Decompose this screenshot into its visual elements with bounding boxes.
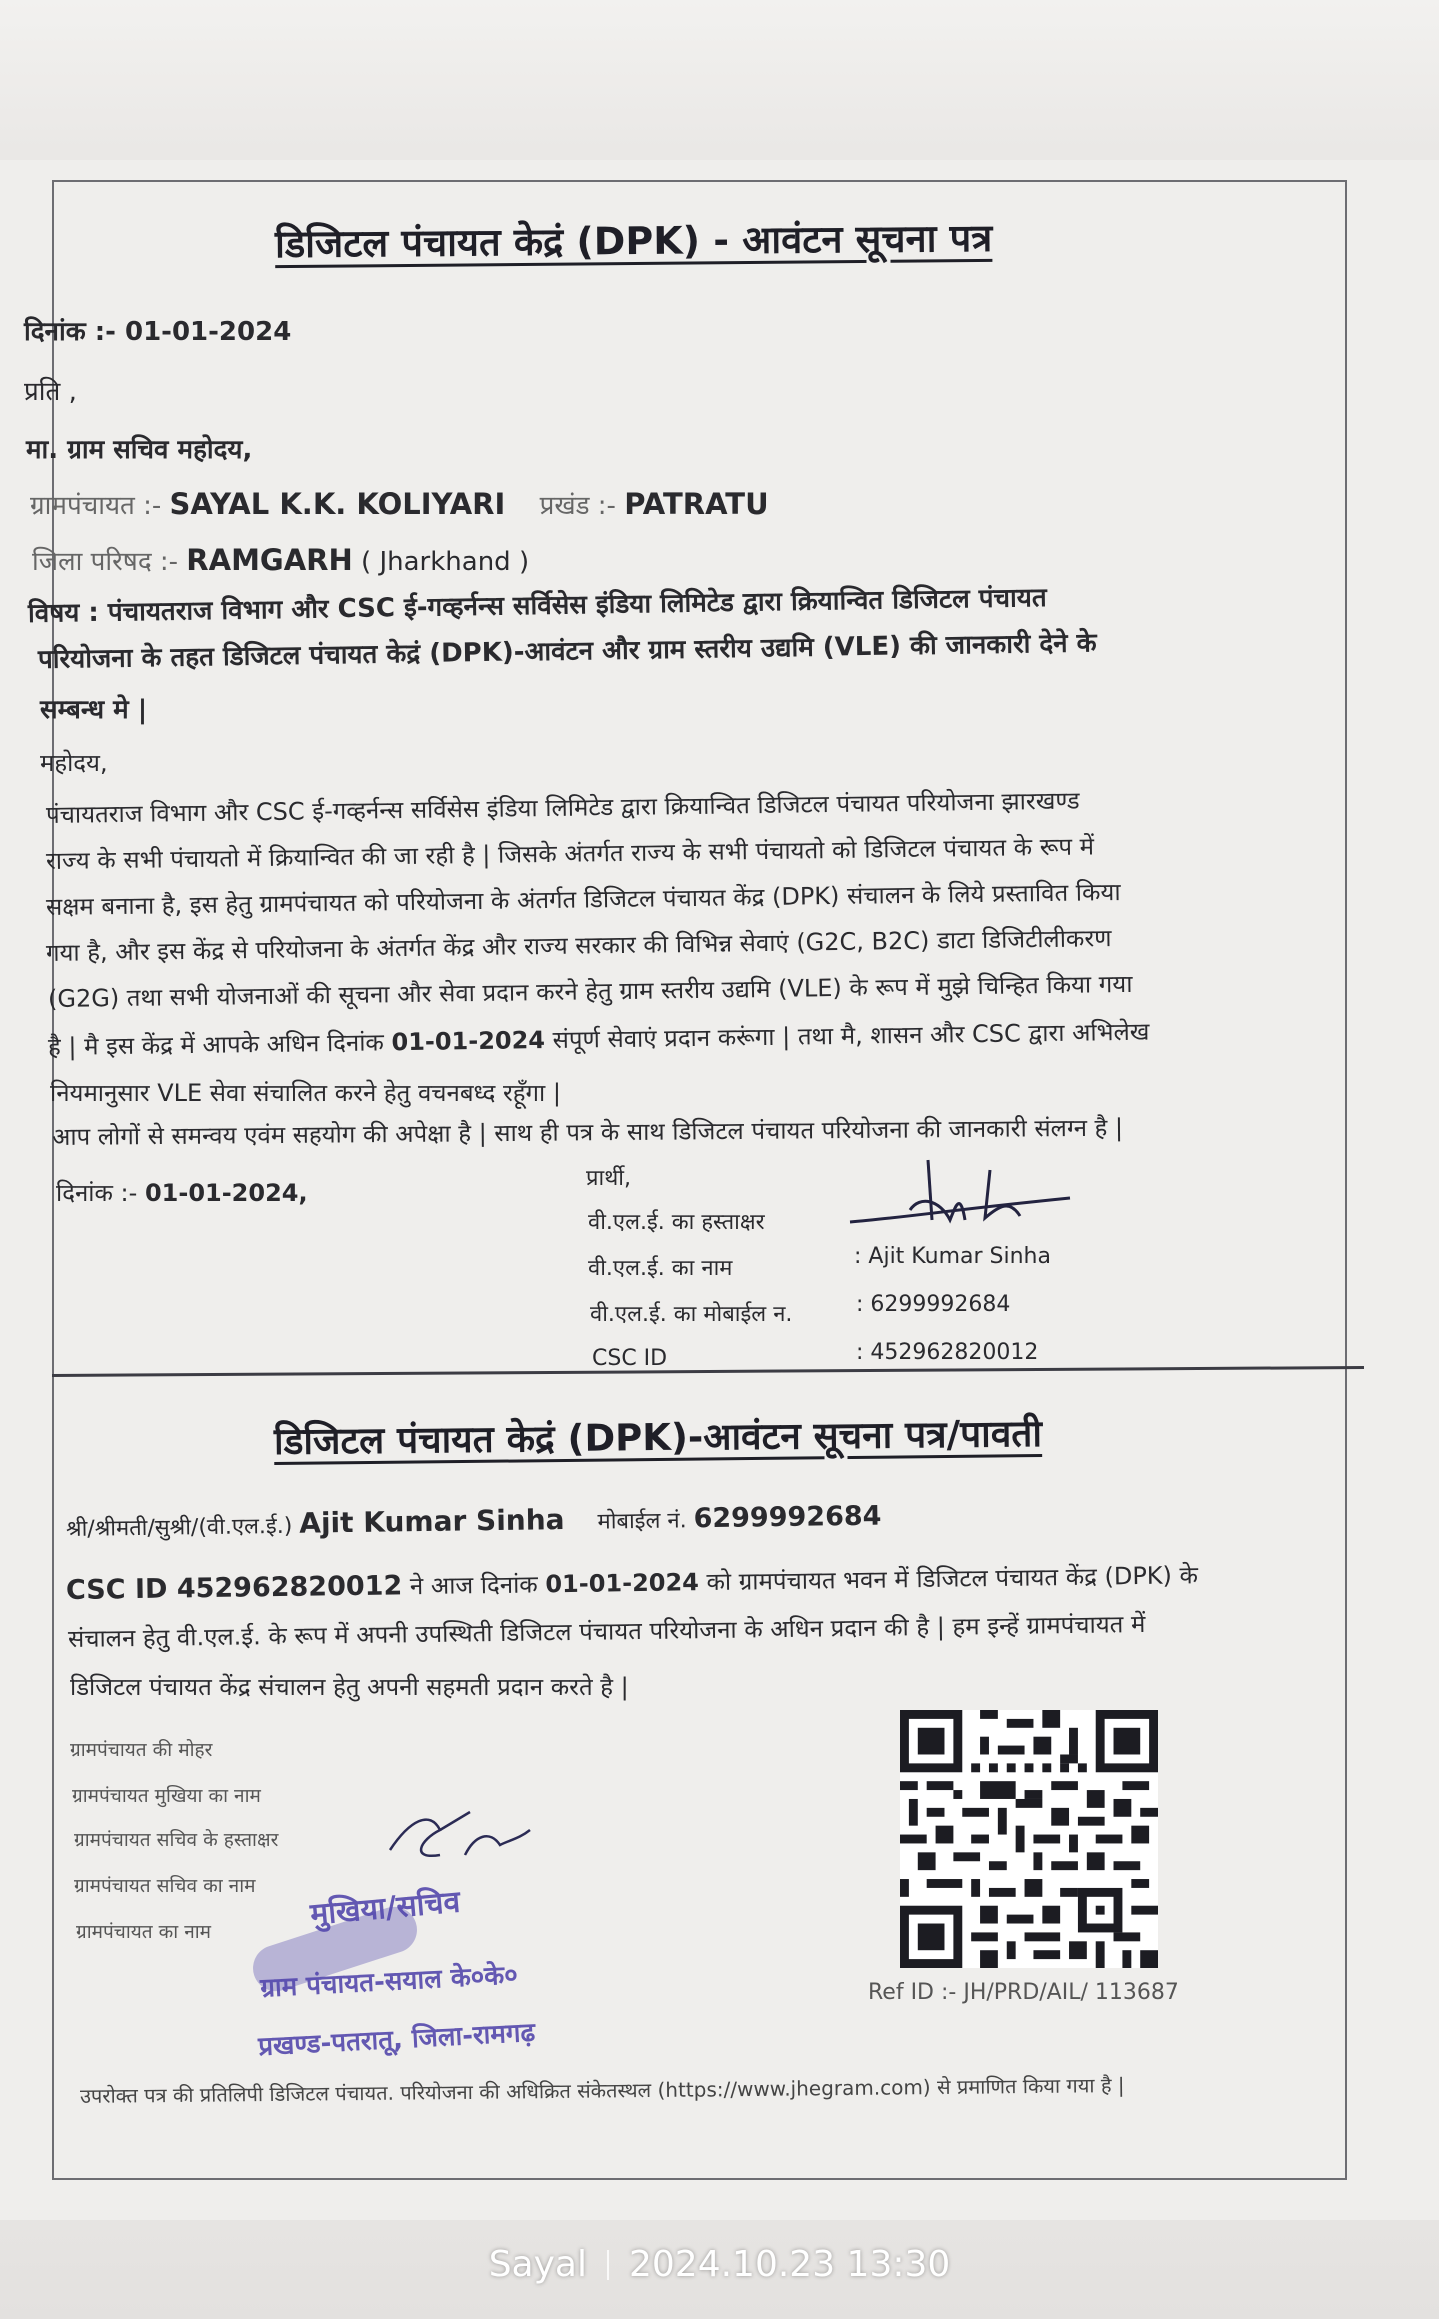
watermark-separator [607, 2250, 609, 2280]
receipt-csc-id: CSC ID 452962820012 [65, 1570, 403, 1606]
salutation: महोदय, [40, 749, 108, 777]
vle-signature [840, 1150, 1080, 1240]
state-value: ( Jharkhand ) [361, 547, 530, 577]
csc-id-value: : 452962820012 [856, 1340, 1039, 1365]
receipt-prefix: श्री/श्रीमती/सुश्री/(वी.एल.ई.) [65, 1513, 293, 1542]
district-row [32, 542, 529, 578]
body-line-5: (G2G) तथा सभी योजनाओं की सूचना और सेवा प्रदान करने हेतु ग्राम स्तरीय उद्यमि (VLE) के रूप में मुझे चिन्हित किया गया [47, 969, 1133, 1013]
vle-name-value: : Ajit Kumar Sinha [854, 1244, 1051, 1269]
district-value: RAMGARH [186, 543, 353, 577]
body-line-6-date: 01-01-2024 [391, 1026, 546, 1057]
field-gp-name: ग्रामपंचायत का नाम [76, 1921, 212, 1943]
block-value: PATRATU [624, 487, 769, 521]
secretary-signature [380, 1800, 540, 1880]
receipt-name: Ajit Kumar Sinha [299, 1503, 565, 1540]
stamp-line-2: ग्राम पंचायत-सयाल के०के० [259, 1960, 519, 2004]
applicant-date-value: 01-01-2024, [144, 1179, 308, 1207]
stamp-line-1: मुखिया/सचिव [308, 1884, 462, 1933]
watermark-place: Sayal [488, 2244, 587, 2285]
body-line-2: राज्य के सभी पंचायतो में क्रियान्वित की जा रही है | जिसके अंतर्गत राज्य के सभी पंचायतो को डिजिटल पंचायत के रूप में [45, 832, 1095, 875]
receipt-line-2: संचालन हेतु वी.एल.ई. के रूप में अपनी उपस्थिती डिजिटल पंचायत परियोजना के अधिन प्रदान की है | हम इन्हें ग्रामपंचायत में [67, 1609, 1146, 1653]
vle-name-label: वी.एल.ई. का नाम [588, 1256, 733, 1281]
date-row [24, 312, 291, 348]
prarthi-label: प्रार्थी, [586, 1166, 631, 1191]
receipt-line-1a: ने आज दिनांक [409, 1570, 538, 1601]
subject-line-1: विषय : पंचायतराज विभाग और CSC ई-गव्हर्नन्स सर्विसेस इंडिया लिमिटेड द्वारा क्रियान्वित डिजिटल पंचायत [27, 582, 1047, 629]
body-line-7: नियमानुसार VLE सेवा संचालित करने हेतु वचनबध्द रहूँगा | [50, 1079, 561, 1107]
addressee: मा. ग्राम सचिव महोदय, [26, 435, 253, 465]
watermark-timestamp: 2024.10.23 13:30 [628, 2244, 951, 2285]
body-line-6b: संपूर्ण सेवाएं प्रदान करूंगा | तथा मै, शासन और CSC द्वारा अभिलेख [552, 1017, 1150, 1054]
body-line-3: सक्षम बनाना है, इस हेतु ग्रामपंचायत को परियोजना के अंतर्गत डिजिटल पंचायत केंद्र (DPK) संचालन के लिये प्रस्तावित किया [45, 877, 1121, 921]
applicant-date-label: दिनांक :- [56, 1179, 138, 1207]
body-line-8: आप लोगों से समन्वय एवंम सहयोग की अपेक्षा है | साथ ही पत्र के साथ डिजिटल पंचायत परियोजना की जानकारी संलग्न है | [51, 1113, 1124, 1151]
csc-id-label: CSC ID [592, 1346, 668, 1371]
district-label: जिला परिषद :- [32, 547, 179, 577]
gram-panchayat-stamp [250, 1880, 690, 2080]
vle-mobile-label: वी.एल.ई. का मोबाईल न. [590, 1302, 793, 1327]
vle-signature-label: वी.एल.ई. का हस्ताक्षर [588, 1210, 765, 1235]
applicant-date-row [56, 1176, 308, 1209]
receipt-title: डिजिटल पंचायत केद्रं (DPK)-आवंटन सूचना पत्र/पावती [273, 1411, 1043, 1464]
camera-watermark [0, 2244, 1439, 2285]
field-mukhiya-name: ग्रामपंचायत मुखिया का नाम [72, 1785, 261, 1807]
subject-line-3: सम्बन्ध मे | [40, 695, 148, 725]
gp-value: SAYAL K.K. KOLIYARI [169, 487, 506, 521]
qr-code [900, 1710, 1158, 1968]
receipt-mobile: 6299992684 [693, 1500, 882, 1535]
date-value: 01-01-2024 [124, 317, 292, 347]
block-label: प्रखंड :- [539, 491, 616, 521]
receipt-line-1b: को ग्रामपंचायत भवन में डिजिटल पंचायत केंद्र (DPK) के [706, 1561, 1199, 1597]
receipt-line-1-date: 01-01-2024 [545, 1568, 700, 1599]
body-line-4: गया है, और इस केंद्र से परियोजना के अंतर्गत केंद्र और राज्य सरकार की विभिन्न सेवाएं (G2C, B2C) डाटा डिजिटीलीकरण [45, 924, 1112, 967]
gp-row [30, 486, 769, 522]
date-label: दिनांक :- [24, 317, 116, 347]
receipt-mobile-label: मोबाईल नं. [597, 1508, 687, 1535]
subject-line-2: परियोजना के तहत डिजिटल पंचायत केद्रं (DPK)-आवंटन और ग्राम स्तरीय उद्यमि (VLE) की जानकारी देने के [37, 628, 1097, 675]
field-secretary-name: ग्रामपंचायत सचिव का नाम [74, 1875, 256, 1897]
photo-background [0, 0, 1439, 170]
document-title: डिजिटल पंचायत केद्रं (DPK) - आवंटन सूचना पत्र [274, 215, 993, 267]
body-line-6a: है | मै इस केंद्र में आपके अधिन दिनांक [47, 1028, 385, 1061]
vle-mobile-value: : 6299992684 [856, 1292, 1011, 1317]
field-secretary-signature: ग्रामपंचायत सचिव के हस्ताक्षर [74, 1829, 279, 1851]
gp-label: ग्रामपंचायत :- [30, 491, 162, 521]
body-line-1: पंचायतराज विभाग और CSC ई-गव्हर्नन्स सर्विसेस इंडिया लिमिटेड द्वारा क्रियान्वित डिजिटल पंचायत परियोजना झारखण्ड [45, 786, 1080, 829]
stamp-line-3: प्रखण्ड-पतरातू, जिला-रामगढ़ [257, 2017, 536, 2063]
field-gp-stamp: ग्रामपंचायत की मोहर [70, 1739, 213, 1761]
ref-id: Ref ID :- JH/PRD/AIL/ 113687 [868, 1980, 1179, 2005]
to-label: प्रति , [24, 377, 77, 407]
footer-note: उपरोक्त पत्र की प्रतिलिपी डिजिटल पंचायत. परियोजना की अधिक्रित संकेतस्थल (https://www.jhegram.com) से प्रमाणित किया गया है | [79, 2073, 1125, 2108]
receipt-line-3: डिजिटल पंचायत केंद्र संचालन हेतु अपनी सहमती प्रदान करते है | [70, 1673, 629, 1701]
